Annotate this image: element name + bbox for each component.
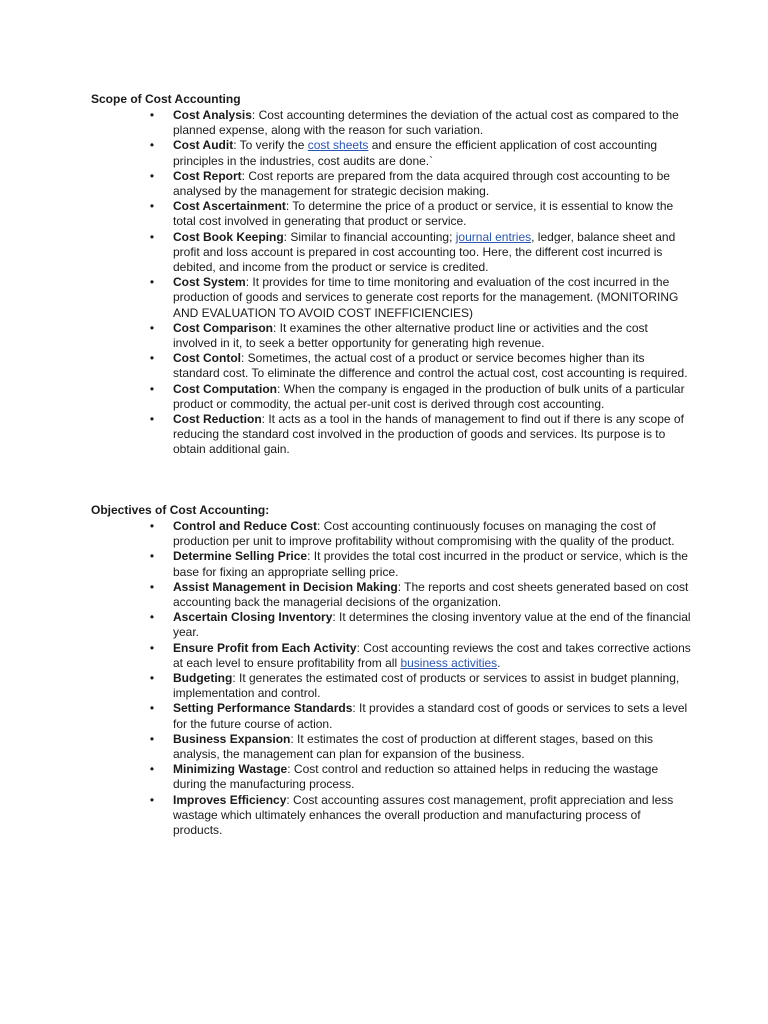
item-term: Budgeting [173,671,233,686]
item-text: : It estimates the cost of production at different stages, based on this analysis, the management can plan for expansion of the business. [173,731,654,762]
item-term: Improves Efficiency [173,792,287,807]
item-term: Ascertain Closing Inventory [173,610,333,625]
list-item [91,580,691,610]
item-term: Cost System [173,275,246,290]
bullet-icon: • [149,108,155,122]
item-text: : It acts as a tool in the hands of management to find out if there is any scope of reducing the standard cost involved in the production of goods and services. Its purpose is to obtain additional gain. [173,412,684,457]
item-term: Cost Analysis [173,108,252,122]
bullet-icon: • [149,519,155,533]
bullet-icon: • [149,792,155,807]
bullet-icon: • [149,701,155,716]
item-text: : To determine the price of a product or service, it is essential to know the total cost involved in generating that product or service. [173,199,674,229]
item-text-continued: and ensure the efficient application of cost accounting principles in the industries, cost audits are done.` [173,138,658,168]
item-text: : Sometimes, the actual cost of a product or service becomes higher than its standard cost. To eliminate the difference and control the actual cost, cost accounting is required. [173,351,688,381]
item-text: : To verify the [233,138,308,153]
item-text: : Cost accounting reviews the cost and takes corrective actions at each level to ensure profitability from all [173,640,691,670]
bullet-icon: • [149,549,155,564]
scope-section [91,92,691,458]
bullet-icon: • [149,381,155,396]
bullet-icon: • [149,199,155,214]
list-item [91,199,691,229]
item-term: Minimizing Wastage [173,762,288,777]
item-term: Cost Book Keeping [173,229,284,244]
list-item [91,732,691,762]
list-item [91,412,691,458]
objectives-section [91,503,691,838]
item-text: : It determines the closing inventory value at the end of the financial year. [173,610,691,640]
item-term: Cost Report [173,168,242,183]
item-text-continued: , ledger, balance sheet and profit and loss account is prepared in cost accounting too. Here, the different cost incurred is debited, and income from the product or service is credited. [173,229,676,275]
list-item [91,701,691,731]
list-item [91,321,691,351]
item-text: : It provides a standard cost of goods or services to sets a level for the future course of action. [173,701,688,731]
item-text: : It generates the estimated cost of products or services to assist in budget planning, implementation and control. [173,671,680,701]
list-item [91,108,691,138]
bullet-icon: • [149,229,155,244]
item-text: : When the company is engaged in the production of bulk units of a particular product or commodity, the actual per-unit cost is derived through cost accounting. [173,381,685,411]
bullet-icon: • [149,579,155,594]
item-term: Cost Ascertainment [173,199,286,214]
item-term: Business Expansion [173,731,291,746]
list-item [91,671,691,701]
item-term: Control and Reduce Cost [173,519,318,533]
item-term: Assist Management in Decision Making [173,579,398,594]
list-item [91,641,691,671]
scope-heading: Scope of Cost Accounting [91,92,241,106]
list-item [91,519,691,549]
item-text: : The reports and cost sheets generated based on cost accounting back the managerial decisions of the organization. [173,579,689,610]
objectives-list [91,519,691,838]
item-term: Cost Audit [173,138,234,153]
bullet-icon: • [149,640,155,655]
list-item [91,169,691,199]
item-text: : It examines the other alternative product line or activities and the cost involved in it, to seek a better opportunity for generating high revenue. [173,320,648,351]
item-text: : Similar to financial accounting; [283,229,456,244]
list-item [91,549,691,579]
item-term: Cost Contol [173,351,241,366]
scope-list [91,108,691,458]
list-item [91,351,691,381]
item-term: Cost Reduction [173,412,262,427]
inline-link[interactable]: cost sheets [307,138,369,153]
objectives-heading: Objectives of Cost Accounting: [91,503,270,517]
list-item [91,275,691,321]
item-text: : Cost reports are prepared from the data acquired through cost accounting to be analysed by the management for strategic decision making. [173,168,670,199]
list-item [91,762,691,792]
bullet-icon: • [149,351,155,366]
list-item [91,382,691,412]
item-term: Ensure Profit from Each Activity [173,640,357,655]
inline-link[interactable]: journal entries [455,229,532,244]
list-item [91,793,691,839]
bullet-icon: • [149,138,155,153]
item-text: : Cost control and reduction so attained helps in reducing the wastage during the manufacturing process. [173,762,659,792]
item-text: : Cost accounting continuously focuses on managing the cost of production per unit to improve profitability without compromising with the quality of the product. [173,519,675,549]
inline-link[interactable]: business activities [400,655,498,670]
list-item [91,138,691,168]
item-term: Cost Comparison [173,320,274,335]
item-text: : Cost accounting determines the deviation of the actual cost as compared to the planned expense, along with the reason for such variation. [173,108,679,138]
bullet-icon: • [149,275,155,290]
bullet-icon: • [149,762,155,777]
item-text-continued: . [497,655,501,670]
item-text: : Cost accounting assures cost management, profit appreciation and less wastage which ultimately enhances the overall production and manufacturing process of products. [173,792,674,838]
item-term: Setting Performance Standards [173,701,353,716]
item-term: Cost Computation [173,381,277,396]
bullet-icon: • [149,320,155,335]
list-item [91,610,691,640]
item-text: : It provides the total cost incurred in the product or service, which is the base for fixing an appropriate selling price. [173,549,688,579]
item-term: Determine Selling Price [173,549,308,564]
bullet-icon: • [149,610,155,625]
bullet-icon: • [149,412,155,427]
bullet-icon: • [149,168,155,183]
list-item [91,230,691,276]
bullet-icon: • [149,731,155,746]
item-text: : It provides for time to time monitoring and evaluation of the cost incurred in the production of goods and services to generate cost reports for the management. (MONITORING AND EVALUATION TO AVOID COST INEFFICIENCIES) [173,275,679,320]
bullet-icon: • [149,671,155,686]
